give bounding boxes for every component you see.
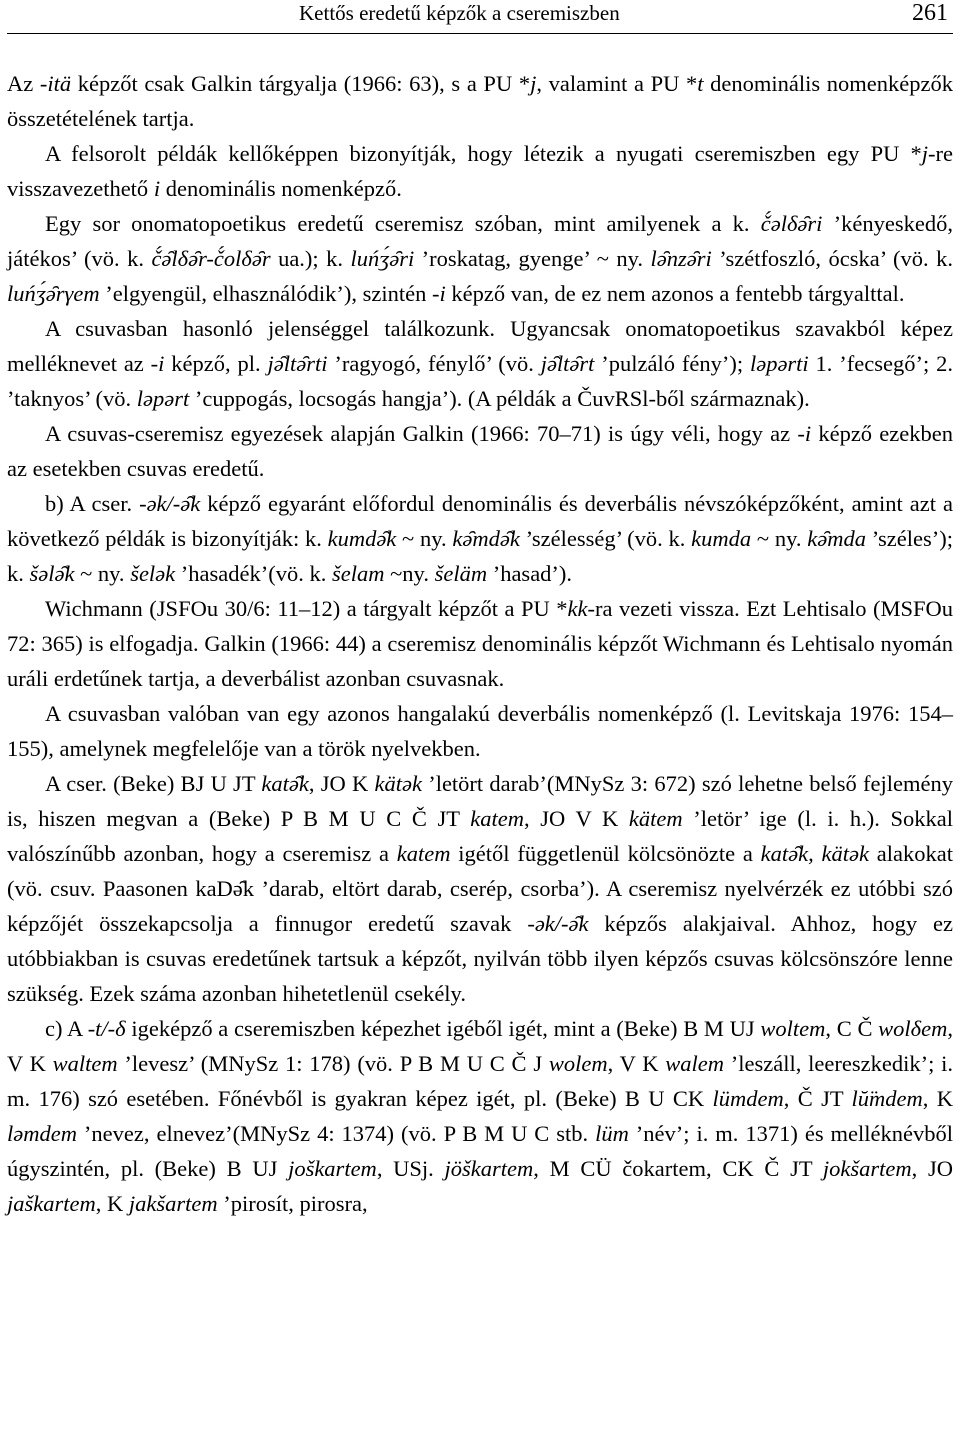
text-run: igétől függetlenül kölcsönözte a — [450, 841, 761, 866]
italic-term: jakšartem — [128, 1191, 218, 1216]
italic-term: jə̑ltə̑rt — [540, 351, 595, 376]
text-run: alakokat (vö. csuv. Paasonen — [7, 841, 953, 901]
italic-term: č́əlδə̑ri — [760, 211, 823, 236]
italic-term: ləmdem — [7, 1121, 77, 1146]
text-run: b) A cser. — [45, 491, 140, 516]
italic-term: -ək/-ə̑k — [527, 911, 589, 936]
text-run: ’hasad’). — [487, 561, 573, 586]
text-run: ’hasadék’(vö. k. — [175, 561, 332, 586]
text-run: , K — [922, 1086, 954, 1111]
italic-term: jöškartem — [444, 1156, 534, 1181]
text-run: képzős alakjaival. Ahhoz, hogy ez utóbbiakban is csuvas eredetűnek tartsuk a képzőt, nyilván több ilyen képzős csuvas kölcsönszóre lenne szükség. Ezek száma azonban hihetetlenül csekély. — [7, 911, 954, 1006]
italic-term: lüm — [595, 1121, 629, 1146]
text-run: 1. ’fecsegő’; 2. ’taknyos’ (vö. — [7, 351, 953, 411]
italic-term: lümdem — [712, 1086, 784, 1111]
italic-term: šelək — [130, 561, 176, 586]
text-run: , JO — [911, 1156, 953, 1181]
text-run: , K — [95, 1191, 129, 1216]
italic-term: j — [530, 71, 537, 96]
italic-term: t — [697, 71, 704, 96]
text-run: ’kényeskedő, játékos’ (vö. k. — [7, 211, 953, 271]
italic-term: woltem — [760, 1016, 826, 1041]
paragraph-2 — [7, 136, 953, 206]
text-run: képző van, de ez nem azonos a fentebb tárgyalttal. — [445, 281, 905, 306]
running-title: Kettős eredetű képzők a cseremiszben — [299, 1, 620, 25]
paragraph-4 — [7, 311, 953, 416]
italic-term: katə̑k, kätək — [760, 841, 869, 866]
text-run: képző egyaránt előfordul denominális és deverbális névszóképzőként, amint azt a következő példák is bizonyítják: k. — [7, 491, 953, 551]
italic-term: wolem — [548, 1051, 608, 1076]
text-run: Egy sor onomatopoetikus eredetű cseremisz szóban, mint amilyenek a k. — [45, 211, 761, 236]
italic-term: luńʒ́ə̑ri — [350, 246, 415, 271]
italic-term: kə̑mdə̑k — [452, 526, 520, 551]
text-run: , M CÜ čokartem, CK Č JT — [533, 1156, 823, 1181]
italic-term: i — [153, 176, 161, 201]
italic-term: katem — [396, 841, 451, 866]
text-run: ’ragyogó, fénylő’ (vö. — [327, 351, 541, 376]
italic-term: -i — [150, 351, 165, 376]
running-header — [7, 0, 953, 34]
italic-term: luńʒ́ə̑rγem — [7, 281, 100, 306]
text-run: , JO V K — [523, 806, 629, 831]
italic-term: -i — [432, 281, 446, 306]
italic-term: kumda — [691, 526, 752, 551]
text-run: ’név’; i. m. 1371) és melléknévből úgyszintén, pl. (Beke) B UJ — [7, 1121, 953, 1181]
text-run: igeképző a cseremiszben képezhet igéből igét, mint a (Beke) B M UJ — [125, 1016, 761, 1041]
text-run: ’pirosít, pirosra, — [217, 1191, 368, 1216]
italic-term: ləpərt — [136, 386, 190, 411]
text-run: -ra vezeti vissza. Ezt Lehtisalo (MSFOu 72: 365) is elfogadja. Galkin (1966: 44) a cseremisz denominális képzőt Wichmann és Lehtisalo nyomán uráli erdetűnek tartja, a deverbálist azonban csuvasnak. — [7, 596, 953, 691]
paragraph-7 — [7, 591, 953, 696]
italic-term: kätək — [374, 771, 422, 796]
paragraph-8 — [7, 696, 953, 766]
text-run: , USj. — [376, 1156, 445, 1181]
italic-term: kk — [567, 596, 588, 621]
text-run: denominális nomenképzők összetételének tartja. — [7, 71, 953, 131]
italic-term: šeläm — [434, 561, 488, 586]
italic-term: joškartem — [288, 1156, 377, 1181]
text-run: ua.); k. — [270, 246, 351, 271]
text-run: A csuvasban valóban van egy azonos hangalakú deverbális nomenképző (l. Levitskaja 1976: 154–155), amelynek megfelelője van a török nyelvekben. — [7, 701, 953, 761]
paragraph-10 — [7, 1011, 953, 1221]
text-run: ~ ny. — [751, 526, 808, 551]
italic-term: lŭ̈mdem — [851, 1086, 923, 1111]
text-run: Az — [7, 71, 40, 96]
text-run: képzőt csak Galkin tárgyalja (1966: 63), s a PU * — [71, 71, 531, 96]
text-run: -re visszavezethető — [7, 141, 953, 201]
text-run: ~ny. — [384, 561, 435, 586]
text-run: ’nevez, elnevez’(MNySz 4: 1374) (vö. P B M U C stb. — [76, 1121, 596, 1146]
body-text — [7, 66, 953, 1221]
italic-term: šələ̑k — [29, 561, 75, 586]
text-run: ’széles’); k. — [7, 526, 953, 586]
italic-term: -ək/-ə̑k — [139, 491, 201, 516]
italic-term: katə̑k — [261, 771, 309, 796]
text-run: A cser. (Beke) BJ U JT — [45, 771, 262, 796]
paragraph-6 — [7, 486, 953, 591]
italic-term: č́ə̑lδə̑r-č́olδə̑r — [151, 246, 271, 271]
text-run: denominális nomenképző. — [160, 176, 402, 201]
text-run: A csuvasban hasonló jelenséggel találkozunk. Ugyancsak onomatopoetikus szavakból képez melléknevet az — [7, 316, 953, 376]
italic-term: kə̑mda — [807, 526, 867, 551]
text-run: ’pulzáló fény’); — [594, 351, 750, 376]
paragraph-9 — [7, 766, 953, 1011]
text-run: ’szétfoszló, ócska’ (vö. k. — [711, 246, 953, 271]
text-run: ’leszáll, leereszkedik’; i. m. 176) szó esetében. Főnévből is gyakran képez igét, pl. (Beke) B U CK — [7, 1051, 954, 1111]
text-run: ’elgyengül, elhasználódik’), szintén — [99, 281, 432, 306]
italic-term: -i — [797, 421, 812, 446]
italic-term: ləpərti — [749, 351, 809, 376]
paragraph-5 — [7, 416, 953, 486]
text-run: Wichmann (JSFOu 30/6: 11–12) a tárgyalt képzőt a PU * — [45, 596, 568, 621]
italic-term: wolδem — [878, 1016, 948, 1041]
text-run: c) A — [45, 1016, 88, 1041]
text-run: ’levesz’ (MNySz 1: 178) (vö. P B M U C Č J — [117, 1051, 549, 1076]
italic-term: katem — [470, 806, 524, 831]
italic-term: kumdə̑k — [327, 526, 397, 551]
text-run: , V K — [7, 1016, 953, 1076]
italic-term: kätem — [628, 806, 683, 831]
italic-term: jə̑ltə̑rti — [267, 351, 328, 376]
italic-term: waltem — [52, 1051, 118, 1076]
text-run: , JO K — [308, 771, 375, 796]
text-run: ’darab, eltört darab, cserép, csorba’). A cseremisz nyelvérzék ez utóbbi szó képzőjét összekapcsolja a finnugor eredetű szavak — [7, 876, 953, 936]
italic-term: -t/-δ — [87, 1016, 126, 1041]
paragraph-3 — [7, 206, 953, 311]
text-run: ~ ny. — [396, 526, 453, 551]
italic-term: jokšartem — [822, 1156, 912, 1181]
text-run: ’roskatag, gyenge’ ~ ny. — [414, 246, 651, 271]
text-run: képző ezekben az esetekben csuvas eredetű. — [7, 421, 953, 481]
paragraph-1 — [7, 66, 953, 136]
italic-term: lə̑nzə̑ri — [650, 246, 712, 271]
italic-term: jaškartem — [7, 1191, 96, 1216]
text-run: ’szélesség’ (vö. k. — [519, 526, 692, 551]
text-run: A felsorolt példák kellőképpen bizonyítják, hogy létezik a nyugati cseremiszben egy PU * — [45, 141, 922, 166]
text-run: , valamint a PU * — [536, 71, 698, 96]
text-run: , Č JT — [783, 1086, 852, 1111]
text-run: ’letört darab’(MNySz 3: 672) szó lehetne belső fejlemény is, hiszen megvan a (Beke) P B M U C Č JT — [7, 771, 953, 831]
text-run: ’letör’ ige (l. i. h.). Sokkal valószínűbb azonban, hogy a cseremisz a — [7, 806, 954, 866]
text-run: , C Č — [825, 1016, 879, 1041]
text-run: ~ ny. — [74, 561, 131, 586]
italic-term: -itä — [39, 71, 72, 96]
text-run: A csuvas-cseremisz egyezések alapján Galkin (1966: 70–71) is úgy véli, hogy az — [45, 421, 798, 446]
text-run: , V K — [607, 1051, 666, 1076]
italic-term: šelam — [331, 561, 385, 586]
italic-term: j — [921, 141, 929, 166]
page-number: 261 — [912, 0, 948, 26]
text-run: kaDə̑k — [195, 876, 255, 901]
text-run: ’cuppogás, locsogás hangja’). (A példák a ČuvRSl-ből származnak). — [189, 386, 810, 411]
italic-term: walem — [665, 1051, 725, 1076]
text-run: képző, pl. — [164, 351, 268, 376]
